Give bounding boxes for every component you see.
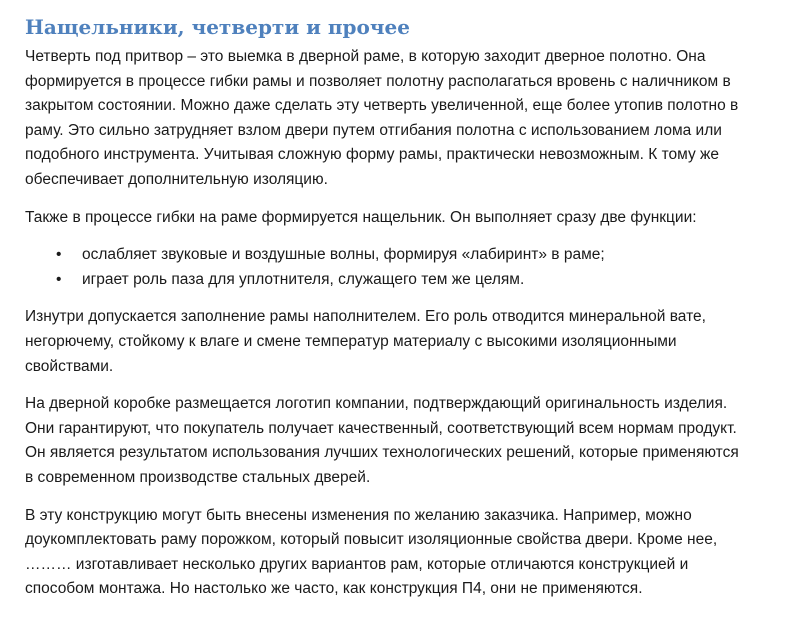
functions-list [25, 243, 780, 292]
document [25, 14, 780, 602]
paragraph-line: Изнутри допускается заполнение рамы наполнителем. Его роль отводится минеральной вате, [25, 308, 706, 326]
paragraph-line: способом монтажа. Но настолько же часто, как конструкция П4, они не применяются. [25, 580, 643, 598]
list-item-text: ослабляет звуковые и воздушные волны, формируя «лабиринт» в раме; [82, 246, 605, 264]
paragraph-line: На дверной коробке размещается логотип компании, подтверждающий оригинальность изделия. [25, 395, 728, 413]
paragraph-line: в современном производстве стальных дверей. [25, 468, 371, 486]
paragraph-line: подобного инструмента. Учитывая сложную форму рамы, практически невозможным. К тому же [25, 146, 720, 164]
paragraph-line: Четверть под притвор – это выемка в дверной раме, в которую заходит дверное полотно. Она [25, 48, 706, 65]
paragraph-rebate [25, 45, 780, 193]
paragraph-line: свойствами. [25, 357, 114, 375]
paragraph-line: Также в процессе гибки на раме формируется нащельник. Он выполняет сразу две функции: [25, 208, 697, 226]
paragraph-nashchelnik [25, 206, 780, 231]
paragraph-line: ……… изготавливает несколько других вариантов рам, которые отличаются конструкцией и [25, 555, 689, 573]
list-item [25, 268, 780, 293]
paragraph-line: обеспечивает дополнительную изоляцию. [25, 170, 328, 188]
paragraph-line: Они гарантируют, что покупатель получает качественный, соответствующий всем нормам продукт. [25, 419, 737, 437]
paragraph-line: В эту конструкцию могут быть внесены изменения по желанию заказчика. Например, можно [25, 506, 692, 524]
paragraph-filler [25, 305, 780, 379]
paragraph-logo [25, 392, 780, 490]
section-heading: Нащельники, четверти и прочее [25, 15, 410, 39]
list-item [25, 243, 780, 268]
paragraph-line: формируется в процессе гибки рамы и позволяет полотну располагаться вровень с наличником в [25, 72, 731, 90]
paragraph-line: раму. Это сильно затрудняет взлом двери путем отгибания полотна с использованием лома или [25, 121, 722, 139]
list-item-text: играет роль паза для уплотнителя, служащего тем же целям. [82, 270, 525, 288]
bullet-icon: • [56, 270, 62, 288]
paragraph-line: негорючему, стойкому к влаге и смене температур материалу с высокими изоляционными [25, 332, 677, 350]
paragraph-line: доукомплектовать раму порожком, который повысит изоляционные свойства двери. Кроме нее, [25, 531, 718, 549]
paragraph-line: Он является результатом использования лучших технологических решений, которые применяются [25, 444, 739, 462]
bullet-icon: • [56, 246, 62, 264]
paragraph-line: закрытом состоянии. Можно даже сделать эту четверть увеличенной, еще более утопив полотно в [25, 97, 739, 115]
paragraph-customization [25, 504, 780, 602]
